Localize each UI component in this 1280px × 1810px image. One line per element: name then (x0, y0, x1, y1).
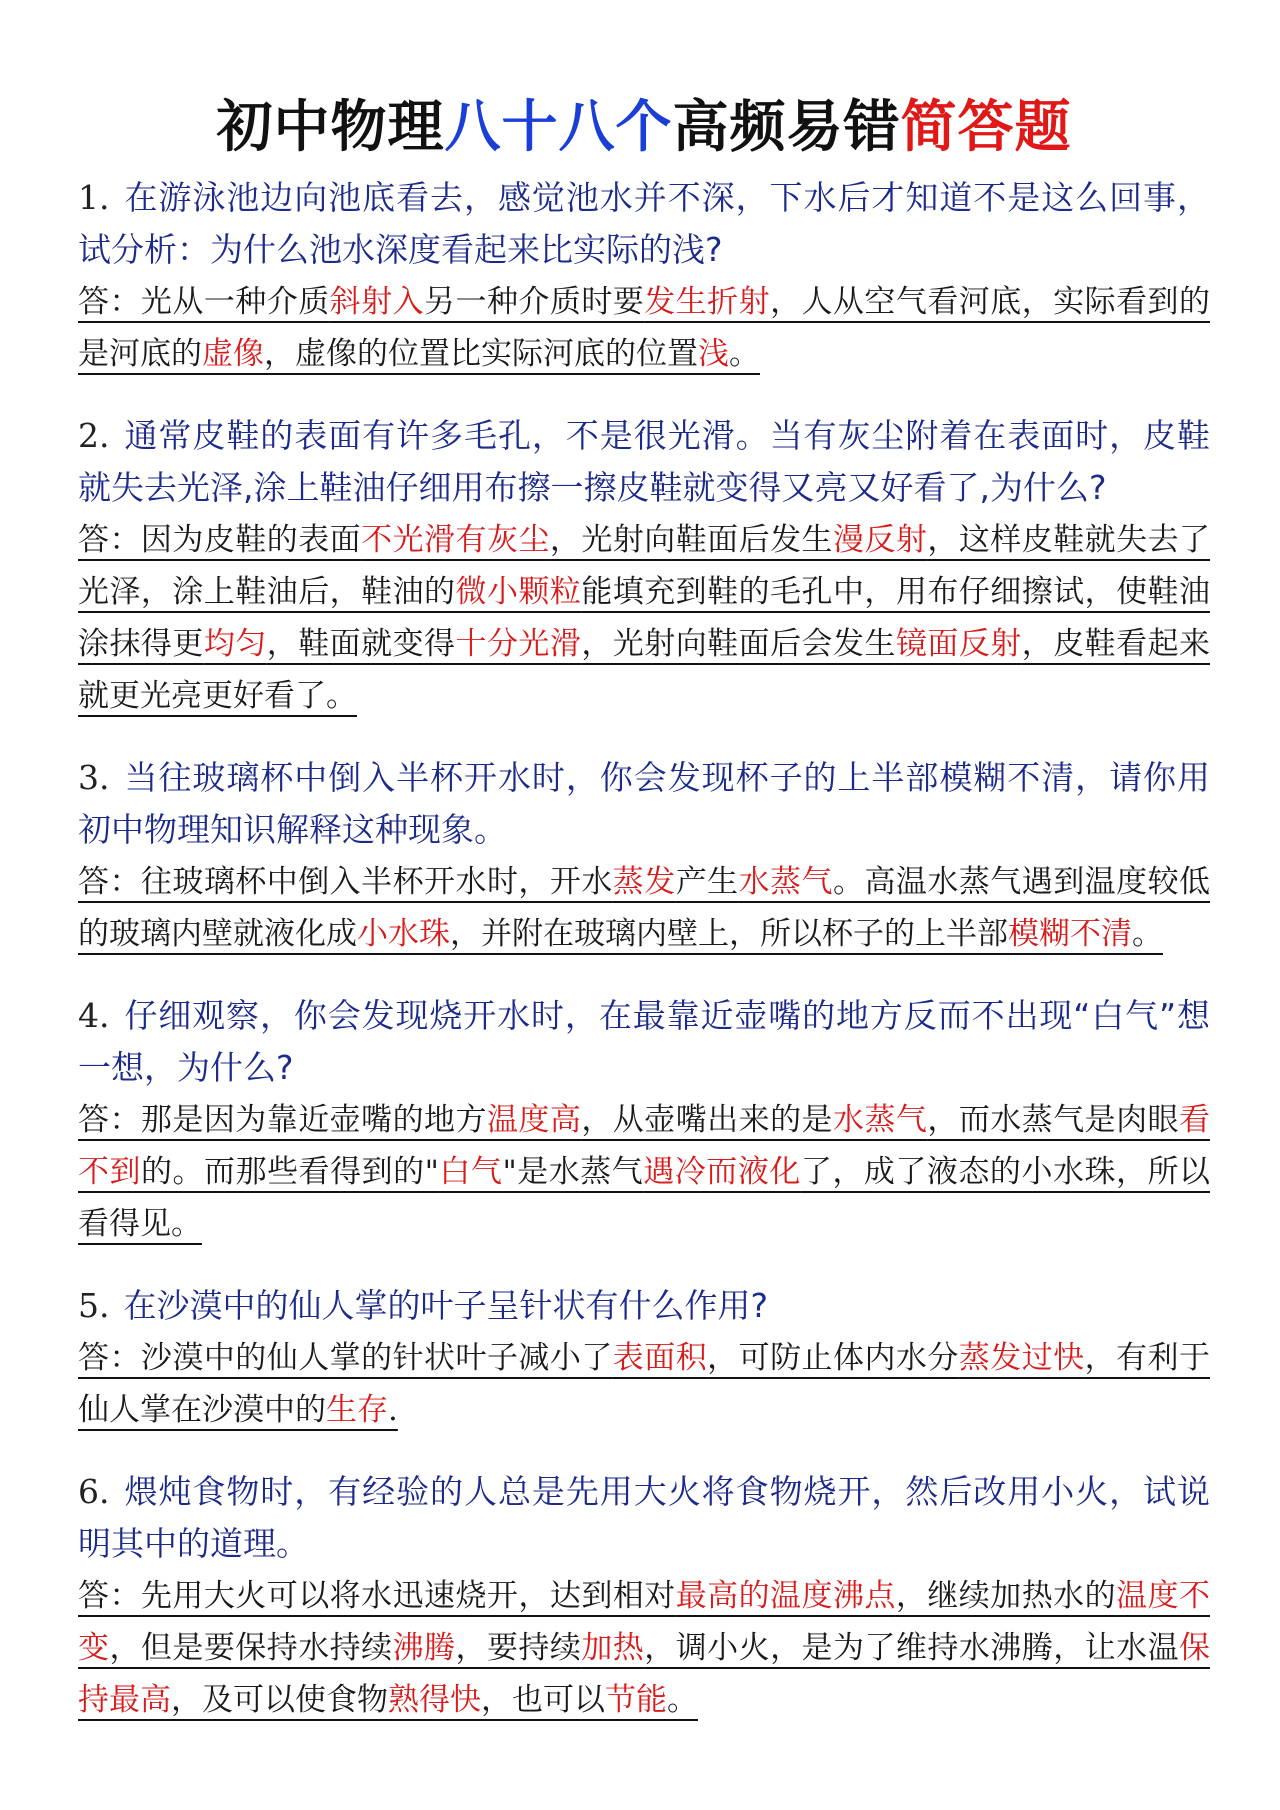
answer-segment: 答：那是因为靠近壶嘴的地方 (78, 1102, 487, 1138)
answer-keyword: 镜面反射 (895, 626, 1022, 662)
answer-text (78, 1332, 1210, 1436)
title-part-4: 简答题 (900, 94, 1072, 160)
answer-keyword: 节能 (605, 1682, 667, 1718)
answer-keyword: 水蒸气 (738, 864, 833, 900)
answer-keyword: 模糊不清 (1008, 916, 1132, 952)
answer-segment: 产生 (675, 864, 739, 900)
document-title (78, 92, 1210, 162)
answer-segment: 。高温水蒸气遇到温度较低的玻璃内壁就液化成 (78, 864, 1211, 952)
answer-keyword: 发生折射 (644, 284, 771, 320)
answer-segment: ，从壶嘴出来的是 (581, 1102, 833, 1138)
qa-item (78, 410, 1210, 722)
answer-keyword: 加热 (581, 1630, 645, 1666)
answer-text (78, 856, 1210, 960)
answer-segment: . (388, 1392, 398, 1428)
answer-segment: 。 (667, 1682, 698, 1718)
answer-segment: ，光射向鞋面后会发生 (581, 626, 896, 662)
answer-keyword: 蒸发过快 (958, 1340, 1085, 1376)
question-number: 4. (78, 996, 110, 1035)
answer-keyword: 表面积 (612, 1340, 708, 1376)
answer-text (78, 514, 1210, 722)
answer-keyword: 微小颗粒 (455, 574, 582, 610)
answer-text (78, 1570, 1210, 1726)
question-text (78, 410, 1210, 514)
answer-underlined (78, 1102, 1210, 1242)
answer-segment: ，而水蒸气是肉眼 (927, 1102, 1180, 1138)
qa-item (78, 172, 1210, 380)
question-text (78, 752, 1210, 856)
answer-keyword: 十分光滑 (455, 626, 582, 662)
answer-keyword: 不光滑有灰尘 (361, 522, 550, 558)
answer-segment: ，调小火，是为了维持水沸腾，让水温 (644, 1630, 1180, 1666)
question-number: 5. (78, 1286, 110, 1325)
question-number: 1. (78, 178, 110, 217)
question-text (78, 172, 1210, 276)
answer-keyword: 沸腾 (392, 1630, 456, 1666)
answer-keyword: 温度高 (486, 1102, 582, 1138)
answer-segment: 的。而那些看得到的" (141, 1154, 439, 1190)
question-text (78, 990, 1210, 1094)
question-body: 当往玻璃杯中倒入半杯开水时，你会发现杯子的上半部模糊不清，请你用初中物理知识解释这种现象。 (78, 758, 1210, 849)
question-number: 6. (78, 1472, 110, 1511)
answer-keyword: 均匀 (203, 626, 267, 662)
answer-segment: 答：因为皮鞋的表面 (78, 522, 362, 558)
answer-keyword: 小水珠 (357, 916, 450, 952)
answer-segment: ，并附在玻璃内壁上，所以杯子的上半部 (450, 916, 1008, 952)
question-body: 煨炖食物时，有经验的人总是先用大火将食物烧开，然后改用小火，试说明其中的道理。 (78, 1472, 1210, 1563)
answer-segment: ，及可以使食物 (171, 1682, 388, 1718)
answer-keyword: 遇冷而液化 (643, 1154, 801, 1190)
answer-keyword: 熟得快 (388, 1682, 481, 1718)
question-number: 3. (78, 758, 110, 797)
answer-underlined (78, 864, 1210, 952)
answer-keyword: 看不到 (78, 1102, 1211, 1190)
answer-segment: ，鞋面就变得 (266, 626, 456, 662)
answer-text (78, 1094, 1210, 1250)
answer-segment: ，人从空气看河底，实际看到的是河底的 (78, 284, 1211, 372)
answer-keyword: 斜射入 (329, 284, 425, 320)
qa-item (78, 1466, 1210, 1726)
title-part-1: 初中物理 (216, 94, 445, 160)
answer-segment: 答：沙漠中的仙人掌的针状叶子减小了 (78, 1340, 613, 1376)
answer-keyword: 生存 (326, 1392, 388, 1428)
answer-segment: ，可防止体内水分 (707, 1340, 959, 1376)
question-text (78, 1280, 1210, 1332)
answer-text (78, 276, 1210, 380)
answer-segment: 答：往玻璃杯中倒入半杯开水时，开水 (78, 864, 613, 900)
answer-keyword: 保持最高 (78, 1630, 1211, 1718)
answer-keyword: 漫反射 (833, 522, 928, 558)
question-body: 仔细观察，你会发现烧开水时，在最靠近壶嘴的地方反而不出现“白气”想一想，为什么? (78, 996, 1210, 1087)
answer-underlined (78, 522, 1210, 714)
answer-underlined (78, 1578, 1210, 1718)
answer-segment: ，继续加热水的 (895, 1578, 1117, 1614)
answer-segment: ，也可以 (481, 1682, 605, 1718)
question-body: 在游泳池边向池底看去，感觉池水并不深，下水后才知道不是这么回事，试分析：为什么池水深度看起来比实际的浅? (78, 178, 1210, 269)
answer-segment: 另一种介质时要 (424, 284, 645, 320)
answer-segment: "是水蒸气 (502, 1154, 644, 1190)
question-body: 在沙漠中的仙人掌的叶子呈针状有什么作用? (123, 1286, 769, 1325)
answer-keyword: 白气 (438, 1154, 503, 1190)
qa-item (78, 990, 1210, 1250)
answer-segment: 。 (729, 336, 760, 372)
answer-underlined (78, 284, 1210, 372)
question-body: 通常皮鞋的表面有许多毛孔，不是很光滑。当有灰尘附着在表面时，皮鞋就失去光泽,涂上鞋油仔细用布擦一擦皮鞋就变得又亮又好看了,为什么? (78, 416, 1210, 507)
answer-segment: 答：光从一种介质 (78, 284, 330, 320)
answer-segment: 了，成了液态的小水珠，所以看得见。 (78, 1154, 1211, 1242)
answer-segment: ，要持续 (455, 1630, 582, 1666)
answer-segment: ，有利于仙人掌在沙漠中的 (78, 1340, 1211, 1428)
question-text (78, 1466, 1210, 1570)
answer-keyword: 虚像 (202, 336, 264, 372)
title-part-2: 八十八个 (444, 94, 673, 160)
qa-item (78, 1280, 1210, 1436)
answer-segment: ，虚像的位置比实际河底的位置 (264, 336, 698, 372)
answer-segment: 答：先用大火可以将水迅速烧开，达到相对 (78, 1578, 676, 1614)
answer-keyword: 最高的温度沸点 (675, 1578, 896, 1614)
answer-segment: ，这样皮鞋就失去了光泽，涂上鞋油后，鞋油的 (78, 522, 1211, 610)
answer-keyword: 水蒸气 (832, 1102, 928, 1138)
answer-underlined (78, 1340, 1210, 1428)
qa-list (78, 172, 1210, 1726)
answer-segment: ，皮鞋看起来就更光亮更好看了。 (78, 626, 1211, 714)
answer-keyword: 浅 (698, 336, 729, 372)
answer-segment: ，光射向鞋面后发生 (549, 522, 833, 558)
answer-keyword: 蒸发 (612, 864, 676, 900)
answer-segment: ，但是要保持水持续 (109, 1630, 393, 1666)
answer-segment: 能填充到鞋的毛孔中，用布仔细擦试，使鞋油涂抹得更 (78, 574, 1210, 662)
answer-segment: 。 (1132, 916, 1163, 952)
qa-item (78, 752, 1210, 960)
answer-keyword: 温度不变 (78, 1578, 1211, 1666)
title-part-3: 高频易错 (672, 94, 901, 160)
question-number: 2. (78, 416, 110, 455)
